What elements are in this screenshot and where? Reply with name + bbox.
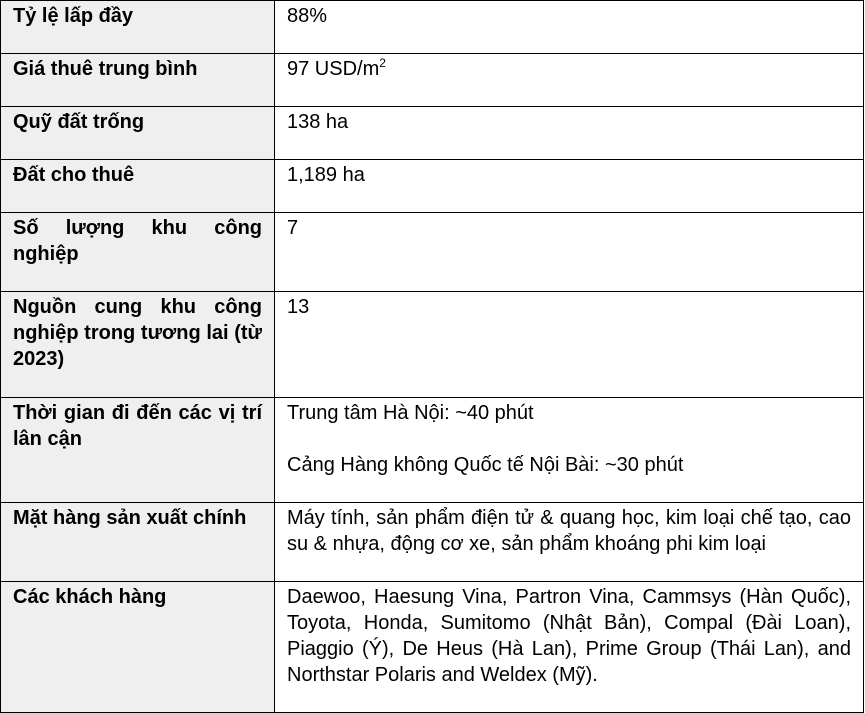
- row-value: 88%: [275, 1, 864, 54]
- rent-value: 97 USD/m: [287, 58, 380, 80]
- table-row: [1, 107, 864, 160]
- row-value: 138 ha: [275, 107, 864, 160]
- row-label: Mặt hàng sản xuất chính: [1, 503, 275, 582]
- row-value: Máy tính, sản phẩm điện tử & quang học, kim loại chế tạo, cao su & nhựa, động cơ xe, sản phẩm khoáng phi kim loại: [275, 503, 864, 582]
- row-label: Quỹ đất trống: [1, 107, 275, 160]
- row-value: [275, 54, 864, 107]
- row-value: [275, 398, 864, 503]
- row-label: Tỷ lệ lấp đầy: [1, 1, 275, 54]
- table-row: [1, 160, 864, 213]
- rent-unit-superscript: 2: [379, 56, 386, 70]
- row-label: Nguồn cung khu công nghiệp trong tương lai (từ 2023): [1, 292, 275, 398]
- row-label: Giá thuê trung bình: [1, 54, 275, 107]
- row-label: Thời gian đi đến các vị trí lân cận: [1, 398, 275, 503]
- row-value: Daewoo, Haesung Vina, Partron Vina, Cammsys (Hàn Quốc), Toyota, Honda, Sumitomo (Nhật Bản), Compal (Đài Loan), Piaggio (Ý), De Heus (Hà Lan), Prime Group (Thái Lan), and Northstar Polaris and Weldex (Mỹ).: [275, 582, 864, 713]
- travel-time-airport: Cảng Hàng không Quốc tế Nội Bài: ~30 phút: [287, 454, 684, 476]
- table-row: [1, 292, 864, 398]
- table-row: [1, 1, 864, 54]
- row-value: 1,189 ha: [275, 160, 864, 213]
- row-value: 7: [275, 213, 864, 292]
- table-row: [1, 582, 864, 713]
- row-label: Số lượng khu công nghiệp: [1, 213, 275, 292]
- row-label: Các khách hàng: [1, 582, 275, 713]
- travel-time-city-center: Trung tâm Hà Nội: ~40 phút: [287, 402, 534, 424]
- table-row: [1, 503, 864, 582]
- table-row: [1, 54, 864, 107]
- table-row: [1, 213, 864, 292]
- row-value: 13: [275, 292, 864, 398]
- row-label: Đất cho thuê: [1, 160, 275, 213]
- table-row: [1, 398, 864, 503]
